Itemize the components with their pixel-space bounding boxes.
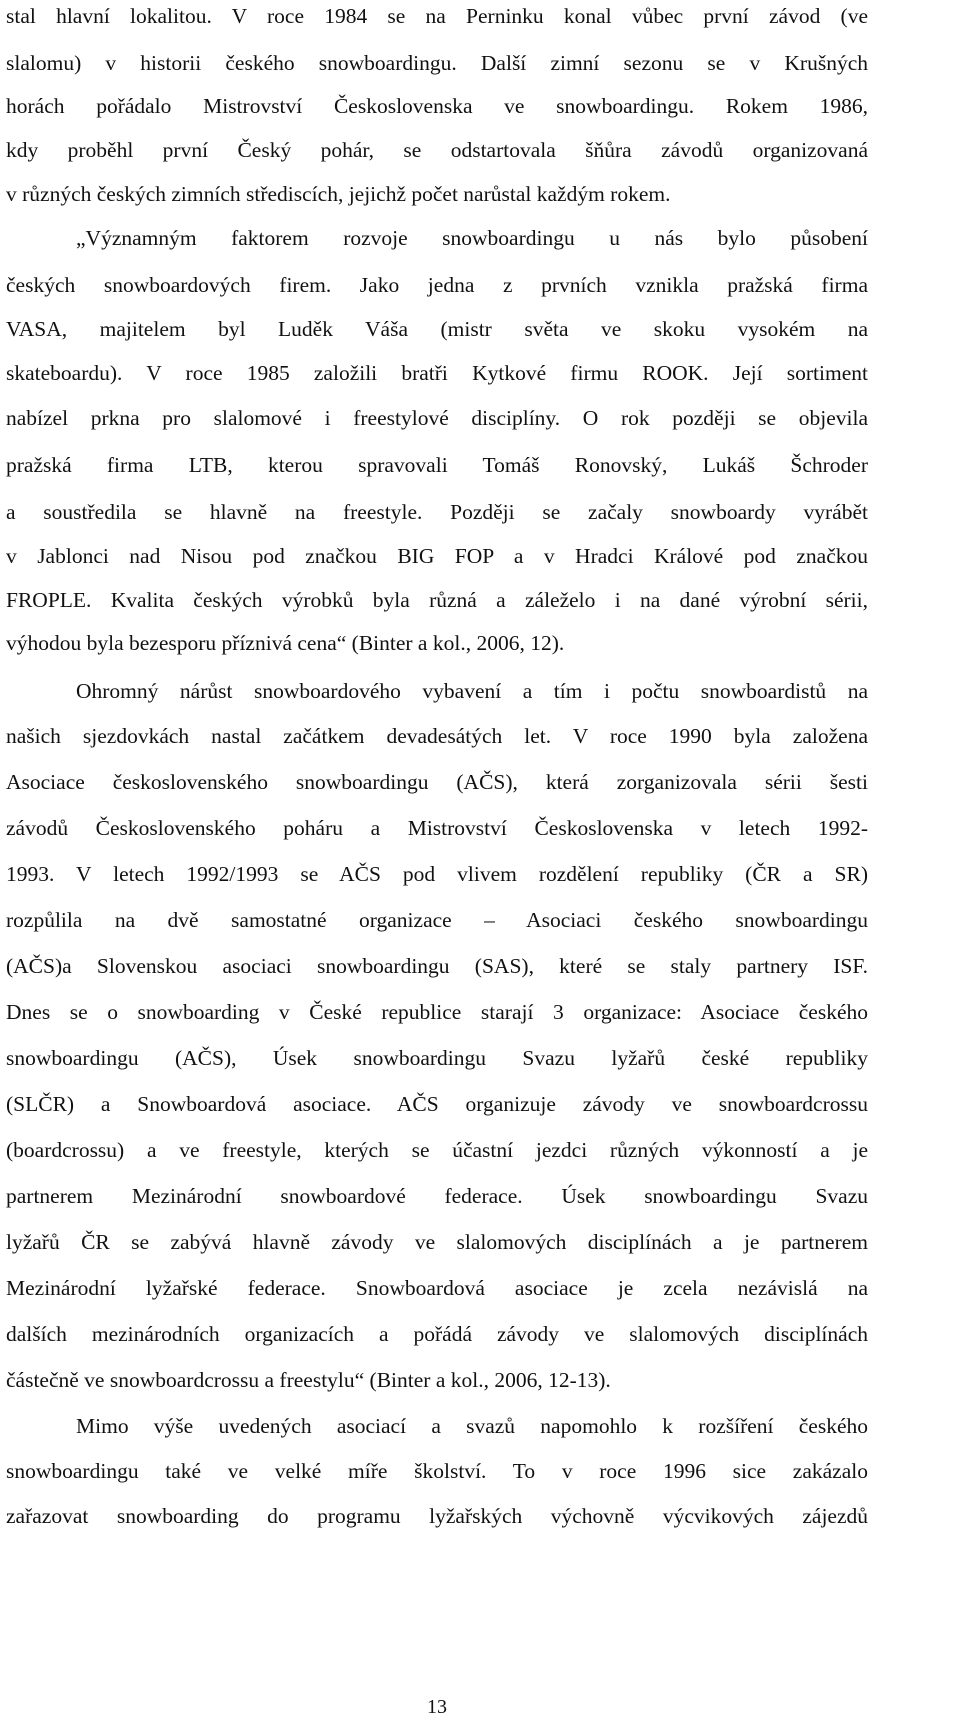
- text-line: dalších mezinárodních organizacích a pořádá závody ve slalomových disciplínách: [6, 1322, 868, 1346]
- text-line: Dnes se o snowboarding v České republice starají 3 organizace: Asociace českého: [6, 1000, 868, 1024]
- text-line: partnerem Mezinárodní snowboardové federace. Úsek snowboardingu Svazu: [6, 1184, 868, 1208]
- text-line: výhodou byla bezesporu příznivá cena“ (Binter a kol., 2006, 12).: [6, 631, 565, 655]
- text-line: českých snowboardových firem. Jako jedna z prvních vznikla pražská firma: [6, 273, 868, 297]
- text-line: (AČS)a Slovenskou asociaci snowboardingu (SAS), které se staly partnery ISF.: [6, 954, 868, 978]
- text-line: stal hlavní lokalitou. V roce 1984 se na Perninku konal vůbec první závod (ve: [6, 4, 868, 28]
- text-line: snowboardingu (AČS), Úsek snowboardingu Svazu lyžařů české republiky: [6, 1046, 868, 1070]
- text-line: lyžařů ČR se zabývá hlavně závody ve slalomových disciplínách a je partnerem: [6, 1230, 868, 1254]
- text-line: a soustředila se hlavně na freestyle. Později se začaly snowboardy vyrábět: [6, 500, 868, 524]
- text-line: (SLČR) a Snowboardová asociace. AČS organizuje závody ve snowboardcrossu: [6, 1092, 868, 1116]
- text-line: slalomu) v historii českého snowboardingu. Další zimní sezonu se v Krušných: [6, 51, 868, 75]
- text-line: částečně ve snowboardcrossu a freestylu“ (Binter a kol., 2006, 12-13).: [6, 1368, 611, 1392]
- text-line: snowboardingu také ve velké míře školství. To v roce 1996 sice zakázalo: [6, 1459, 868, 1483]
- page-number: 13: [427, 1696, 447, 1718]
- text-line: 1993. V letech 1992/1993 se AČS pod vlivem rozdělení republiky (ČR a SR): [6, 862, 868, 886]
- text-line: Asociace československého snowboardingu (AČS), která zorganizovala sérii šesti: [6, 770, 868, 794]
- text-line: Ohromný nárůst snowboardového vybavení a tím i počtu snowboardistů na: [76, 679, 868, 703]
- text-line: (boardcrossu) a ve freestyle, kterých se účastní jezdci různých výkonností a je: [6, 1138, 868, 1162]
- text-line: kdy proběhl první Český pohár, se odstartovala šňůra závodů organizovaná: [6, 138, 868, 162]
- text-line: „Významným faktorem rozvoje snowboardingu u nás bylo působení: [76, 226, 868, 250]
- text-line: FROPLE. Kvalita českých výrobků byla různá a záleželo i na dané výrobní sérii,: [6, 588, 868, 612]
- text-line: horách pořádalo Mistrovství Československa ve snowboardingu. Rokem 1986,: [6, 94, 868, 118]
- text-line: našich sjezdovkách nastal začátkem devadesátých let. V roce 1990 byla založena: [6, 724, 868, 748]
- text-line: rozpůlila na dvě samostatné organizace – Asociaci českého snowboardingu: [6, 908, 868, 932]
- text-line: v různých českých zimních střediscích, jejichž počet narůstal každým rokem.: [6, 182, 671, 206]
- text-line: zařazovat snowboarding do programu lyžařských výchovně výcvikových zájezdů: [6, 1504, 868, 1528]
- text-line: skateboardu). V roce 1985 založili bratři Kytkové firmu ROOK. Její sortiment: [6, 361, 868, 385]
- text-line: Mezinárodní lyžařské federace. Snowboardová asociace je zcela nezávislá na: [6, 1276, 868, 1300]
- text-line: pražská firma LTB, kterou spravovali Tomáš Ronovský, Lukáš Šchroder: [6, 453, 868, 477]
- text-line: Mimo výše uvedených asociací a svazů napomohlo k rozšíření českého: [76, 1414, 868, 1438]
- text-line: VASA, majitelem byl Luděk Váša (mistr světa ve skoku vysokém na: [6, 317, 868, 341]
- text-line: závodů Československého poháru a Mistrovství Československa v letech 1992-: [6, 816, 868, 840]
- text-line: v Jablonci nad Nisou pod značkou BIG FOP a v Hradci Králové pod značkou: [6, 544, 868, 568]
- text-line: nabízel prkna pro slalomové i freestylové disciplíny. O rok později se objevila: [6, 406, 868, 430]
